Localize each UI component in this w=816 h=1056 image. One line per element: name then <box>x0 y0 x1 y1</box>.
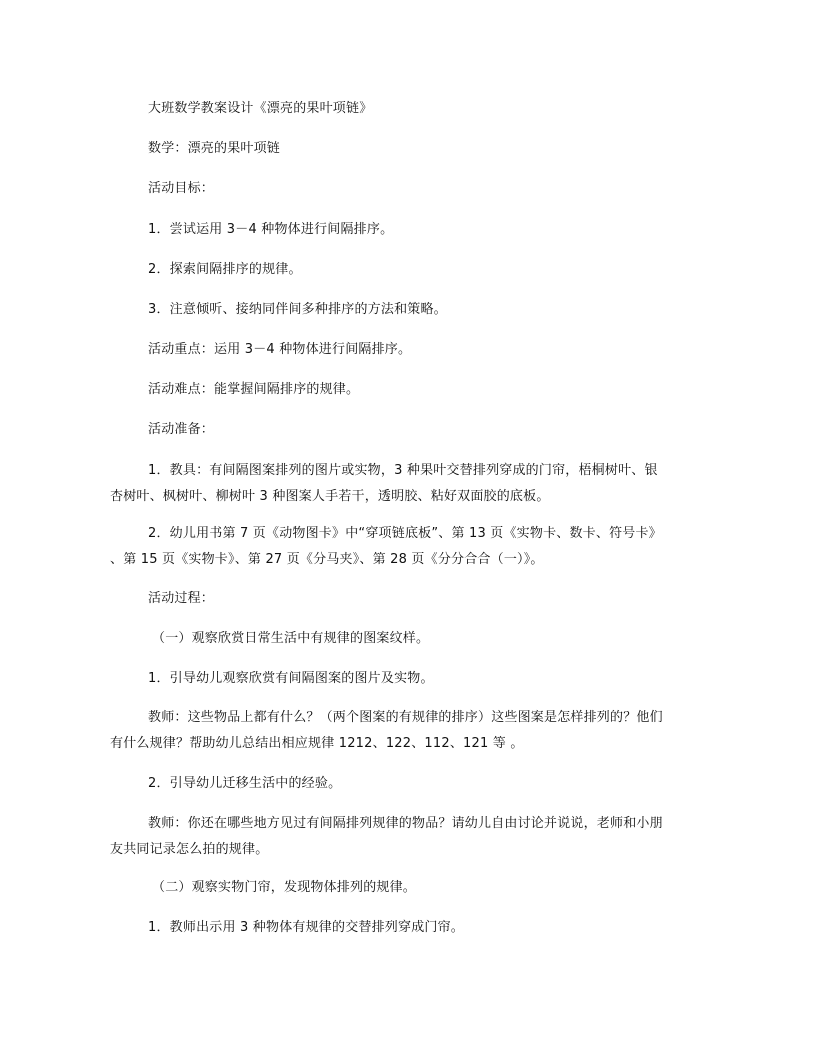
subject-heading: 数学：漂亮的果叶项链 <box>148 141 281 156</box>
process-part-2-heading: （二）观察实物门帘，发现物体排列的规律。 <box>152 880 417 895</box>
goal-item-3: 3．注意倾听、接纳同伴间多种排序的方法和策略。 <box>148 302 447 317</box>
difficulty-line: 活动难点：能掌握间隔排序的规律。 <box>148 382 360 397</box>
key-point-line: 活动重点：运用 3－4 种物体进行间隔排序。 <box>148 342 412 357</box>
teacher-dialogue-2-line-1: 教师：你还在哪些地方见过有间隔排列规律的物品？请幼儿自由讨论并说说，老师和小朋 <box>148 816 663 831</box>
teacher-dialogue-1-line-2: 有什么规律？帮助幼儿总结出相应规律 1212、122、112、121 等 。 <box>110 736 524 751</box>
teacher-dialogue-2-line-2: 友共同记录怎么拍的规律。 <box>110 842 269 857</box>
section-heading-preparation: 活动准备： <box>148 422 215 437</box>
goal-item-2: 2．探索间隔排序的规律。 <box>148 262 302 277</box>
process-part-1-heading: （一）观察欣赏日常生活中有规律的图案纹样。 <box>152 631 430 646</box>
preparation-item-1-line-2: 杏树叶、枫树叶、柳树叶 3 种图案人手若干，透明胶、粘好双面胶的底板。 <box>110 489 550 504</box>
preparation-item-1-line-1: 1．教具：有间隔图案排列的图片或实物，3 种果叶交替排列穿成的门帘，梧桐树叶、银 <box>148 463 658 478</box>
process-part-2-step-1: 1．教师出示用 3 种物体有规律的交替排列穿成门帘。 <box>148 920 465 935</box>
process-step-1: 1．引导幼儿观察欣赏有间隔图案的图片及实物。 <box>148 671 434 686</box>
teacher-dialogue-1-line-1: 教师：这些物品上都有什么？（两个图案的有规律的排序）这些图案是怎样排列的？他们 <box>148 710 663 725</box>
preparation-item-2-line-1: 2．幼儿用书第 7 页《动物图卡》中“穿项链底板”、第 13 页《实物卡、数卡、符号卡》 <box>148 526 662 541</box>
document-title: 大班数学教案设计《漂亮的果叶项链》 <box>148 101 373 116</box>
goal-item-1: 1．尝试运用 3－4 种物体进行间隔排序。 <box>148 222 394 237</box>
preparation-item-2-line-2: 、第 15 页《实物卡》、第 27 页《分马夹》、第 28 页《分分合合（一）》。 <box>110 552 544 567</box>
process-step-2: 2．引导幼儿迁移生活中的经验。 <box>148 776 342 791</box>
section-heading-process: 活动过程： <box>148 591 215 606</box>
section-heading-goals: 活动目标： <box>148 181 215 196</box>
